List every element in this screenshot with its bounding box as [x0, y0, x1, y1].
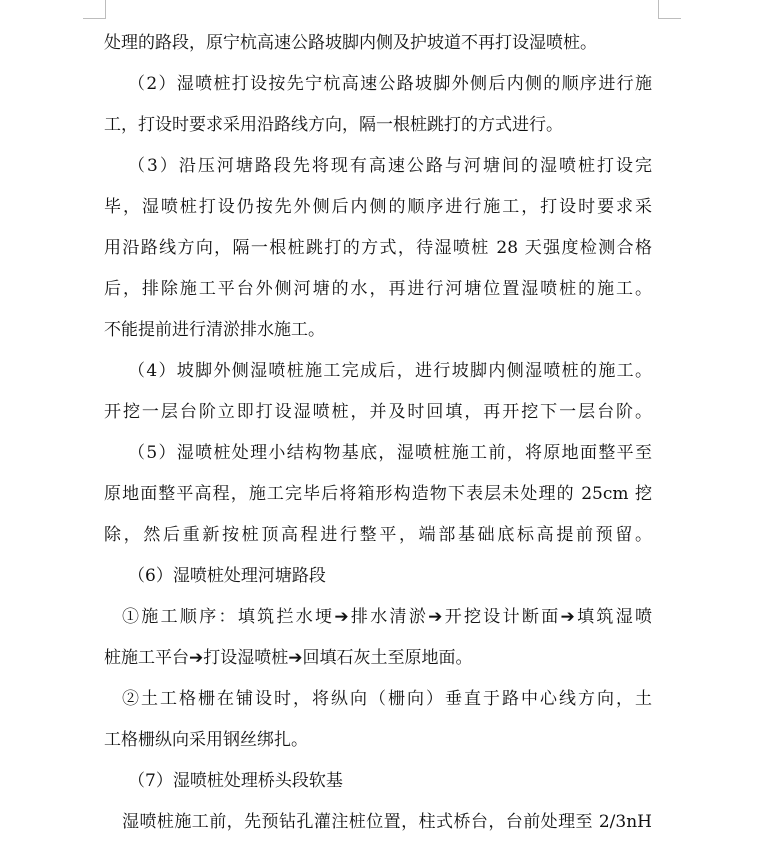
- paragraph-line: 湿喷桩施工前，先预钻孔灌注桩位置，柱式桥台，台前处理至 2/3nH: [122, 812, 652, 832]
- paragraph-line: 不能提前进行清淤排水施工。: [104, 320, 325, 340]
- paragraph-line: 毕，湿喷桩打设仍按先外侧后内侧的顺序进行施工，打设时要求采: [104, 197, 652, 217]
- paragraph-line: 除，然后重新按桩顶高程进行整平，端部基础底标高提前预留。: [104, 525, 652, 545]
- page-corner-mark-right: [658, 0, 681, 19]
- paragraph-line: 后，排除施工平台外侧河塘的水，再进行河塘位置湿喷桩的施工。: [104, 279, 652, 299]
- paragraph-line: （2）湿喷桩打设按先宁杭高速公路坡脚外侧后内侧的顺序进行施: [128, 74, 652, 94]
- page-corner-mark-left: [83, 0, 106, 19]
- paragraph-line: 处理的路段，原宁杭高速公路坡脚内侧及护坡道不再打设湿喷桩。: [104, 33, 597, 53]
- paragraph-line: （4）坡脚外侧湿喷桩施工完成后，进行坡脚内侧湿喷桩的施工。: [128, 361, 652, 381]
- paragraph-line: （5）湿喷桩处理小结构物基底，湿喷桩施工前，将原地面整平至: [128, 443, 652, 463]
- section-heading: （7）湿喷桩处理桥头段软基: [128, 771, 343, 791]
- paragraph-line: 桩施工平台➔打设湿喷桩➔回填石灰土至原地面。: [104, 648, 473, 668]
- paragraph-line: 工，打设时要求采用沿路线方向，隔一根桩跳打的方式进行。: [104, 115, 563, 135]
- section-heading: （6）湿喷桩处理河塘路段: [128, 566, 326, 586]
- paragraph-line: ①施工顺序：填筑拦水埂➔排水清淤➔开挖设计断面➔填筑湿喷: [122, 607, 652, 627]
- paragraph-line: 用沿路线方向，隔一根桩跳打的方式，待湿喷桩 28 天强度检测合格: [104, 238, 652, 258]
- paragraph-line: 开挖一层台阶立即打设湿喷桩，并及时回填，再开挖下一层台阶。: [104, 402, 652, 422]
- paragraph-line: 原地面整平高程，施工完毕后将箱形构造物下表层未处理的 25cm 挖: [104, 484, 652, 504]
- paragraph-line: ②土工格栅在铺设时，将纵向（栅向）垂直于路中心线方向，土: [122, 689, 652, 709]
- document-body: [104, 23, 652, 843]
- paragraph-line: （3）沿压河塘路段先将现有高速公路与河塘间的湿喷桩打设完: [128, 156, 652, 176]
- paragraph-line: 工格栅纵向采用钢丝绑扎。: [104, 730, 308, 750]
